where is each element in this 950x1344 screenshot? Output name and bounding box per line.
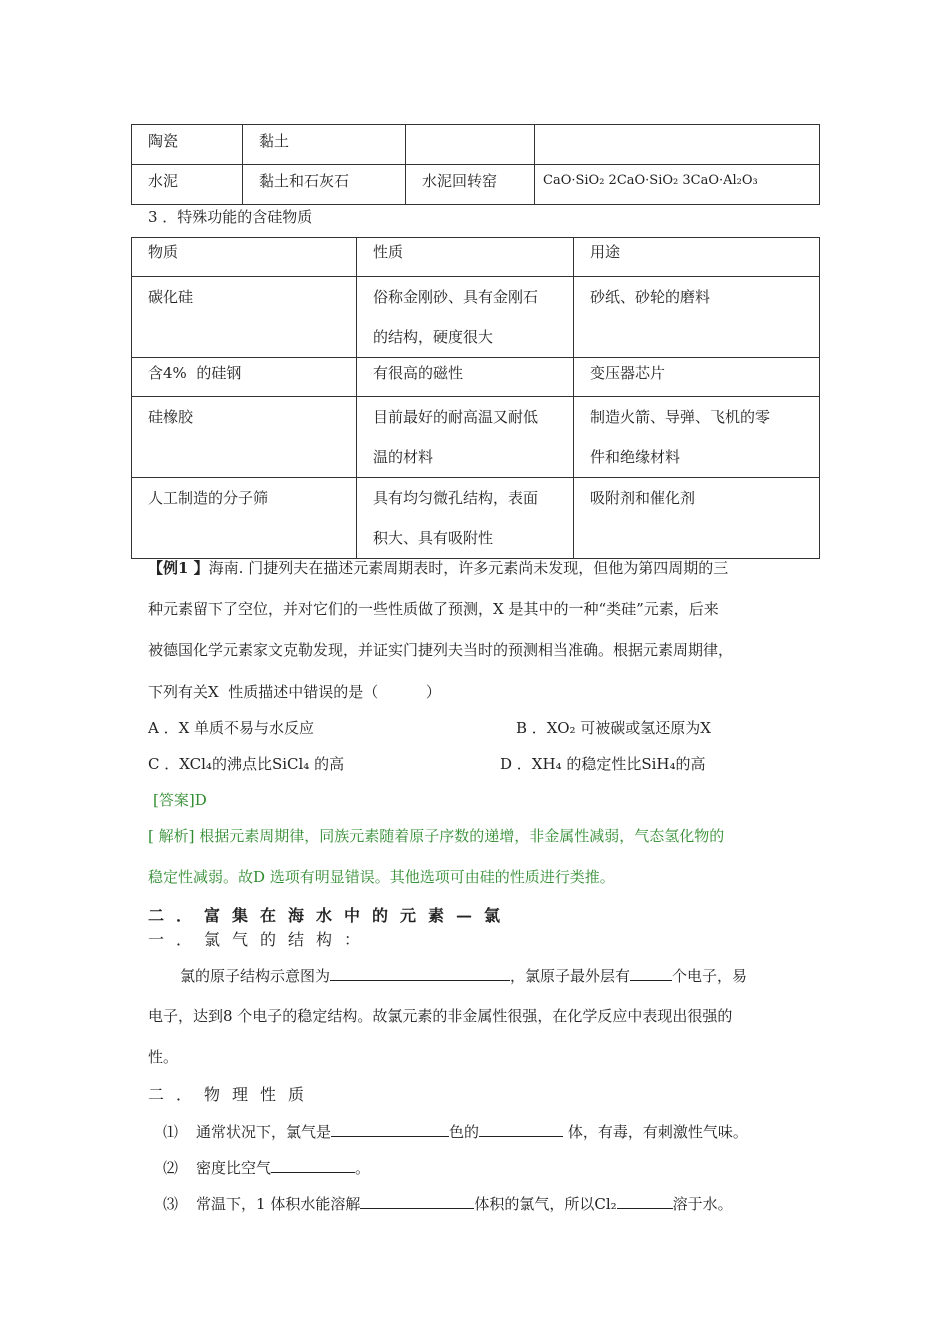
physical-text: 体，有毒，有刺激性气味。 xyxy=(563,1123,748,1141)
blank-field xyxy=(617,1192,673,1209)
cell-line: 吸附剂和催化剂 xyxy=(590,489,696,507)
item-number: ⑶ xyxy=(163,1195,179,1213)
table-cell xyxy=(574,358,820,397)
cell-line: 的结构，硬度很大 xyxy=(373,328,494,346)
example-tag: 【例1 】 xyxy=(148,559,209,577)
blank-field xyxy=(271,1156,355,1173)
analysis-line: [ 解析] 根据元素周期律，同族元素随着原子序数的递增，非金属性减弱，气态氢化物的 xyxy=(148,827,725,845)
physical-text: 常温下，1 体积水能溶解 xyxy=(196,1195,361,1213)
structure-text: ，氯原子最外层有 xyxy=(510,967,631,985)
blank-field xyxy=(330,964,510,981)
example-line: 被德国化学元素家文克勒发现，并证实门捷列夫当时的预测相当准确。根据元素周期律， xyxy=(148,641,734,659)
subsection-title: 二．物理性质 xyxy=(148,1085,317,1104)
table-cell: 陶瓷 xyxy=(132,125,243,165)
analysis-line: 稳定性减弱。故D 选项有明显错误。其他选项可由硅的性质进行类推。 xyxy=(148,868,615,886)
table-cell: 水泥回转窑 xyxy=(406,165,535,205)
item-number: ⑵ xyxy=(163,1159,179,1177)
structure-line xyxy=(180,964,747,986)
table-header-row xyxy=(132,238,820,277)
table-cell: CaO·SiO₂ 2CaO·SiO₂ 3CaO·Al₂O₃ xyxy=(535,165,820,205)
physical-text: 体积的氯气，所以Cl₂ xyxy=(474,1195,617,1213)
table-row xyxy=(132,358,820,397)
table-cell xyxy=(574,277,820,358)
table-cell xyxy=(574,397,820,478)
table-cell: 硅橡胶 xyxy=(132,397,357,478)
physical-text: 色的 xyxy=(449,1123,480,1141)
column-header: 用途 xyxy=(574,238,820,277)
table-cell: 含4% 的硅钢 xyxy=(132,358,357,397)
table-cell: 黏土 xyxy=(243,125,406,165)
cell-line: 积大、具有吸附性 xyxy=(373,529,494,547)
table-cell xyxy=(406,125,535,165)
cell-line: 件和绝缘材料 xyxy=(590,448,681,466)
cell-line: 有很高的磁性 xyxy=(373,364,464,382)
structure-text: 氯的原子结构示意图为 xyxy=(180,967,331,985)
column-header: 物质 xyxy=(132,238,357,277)
cell-line: 目前最好的耐高温又耐低 xyxy=(373,408,539,426)
example-line: 下列有关X 性质描述中错误的是（ ） xyxy=(148,683,441,701)
section-title: 二．富集在海水中的元素—氯 xyxy=(148,906,513,925)
example-line xyxy=(148,557,728,578)
physical-text: 。 xyxy=(355,1159,371,1177)
structure-text: 个电子，易 xyxy=(672,967,748,985)
option-a: A ．X 单质不易与水反应 xyxy=(148,719,315,737)
silicon-materials-table xyxy=(131,237,820,559)
table-cell: 碳化硅 xyxy=(132,277,357,358)
option-b: B ．XO₂ 可被碳或氢还原为X xyxy=(516,719,711,737)
option-d: D ．XH₄ 的稳定性比SiH₄的高 xyxy=(500,755,706,773)
physical-line xyxy=(163,1120,748,1142)
physical-line xyxy=(163,1156,370,1178)
table-row xyxy=(132,277,820,358)
cell-line: 具有均匀微孔结构，表面 xyxy=(373,489,539,507)
blank-field xyxy=(630,964,672,981)
table-row xyxy=(132,397,820,478)
structure-line: 电子，达到8 个电子的稳定结构。故氯元素的非金属性很强，在化学反应中表现出很强的 xyxy=(148,1007,733,1025)
item-number: ⑴ xyxy=(163,1123,179,1141)
table-cell: 黏土和石灰石 xyxy=(243,165,406,205)
table-row xyxy=(132,125,820,165)
blank-field xyxy=(331,1120,449,1137)
example-line: 种元素留下了空位，并对它们的一些性质做了预测，X 是其中的一种“类硅”元素，后来 xyxy=(148,600,719,618)
table-cell xyxy=(357,277,574,358)
answer: [答案]D xyxy=(153,791,207,809)
table-cell xyxy=(357,358,574,397)
blank-field xyxy=(479,1120,563,1137)
physical-text: 溶于水。 xyxy=(672,1195,733,1213)
table-cell xyxy=(574,478,820,559)
cell-line: 制造火箭、导弹、飞机的零 xyxy=(590,408,771,426)
cell-line: 变压器芯片 xyxy=(590,364,666,382)
table-row xyxy=(132,478,820,559)
table-cell xyxy=(535,125,820,165)
subsection-title: 一．氯气的结构： xyxy=(148,930,373,949)
cell-line: 砂纸、砂轮的磨料 xyxy=(590,288,711,306)
physical-text: 通常状况下，氯气是 xyxy=(196,1123,332,1141)
section-heading: 3 ．特殊功能的含硅物质 xyxy=(148,208,313,226)
physical-line xyxy=(163,1192,733,1214)
materials-table xyxy=(131,124,820,205)
table-cell: 人工制造的分子筛 xyxy=(132,478,357,559)
table-row xyxy=(132,165,820,205)
table-cell xyxy=(357,478,574,559)
option-c: C ．XCl₄的沸点比SiCl₄ 的高 xyxy=(148,755,345,773)
physical-text: 密度比空气 xyxy=(196,1159,272,1177)
table-cell: 水泥 xyxy=(132,165,243,205)
blank-field xyxy=(360,1192,474,1209)
cell-line: 俗称金刚砂、具有金刚石 xyxy=(373,288,539,306)
table-cell xyxy=(357,397,574,478)
cell-line: 温的材料 xyxy=(373,448,434,466)
column-header: 性质 xyxy=(357,238,574,277)
structure-line: 性。 xyxy=(148,1048,179,1066)
example-text: 海南. 门捷列夫在描述元素周期表时，许多元素尚未发现，但他为第四周期的三 xyxy=(208,559,729,577)
